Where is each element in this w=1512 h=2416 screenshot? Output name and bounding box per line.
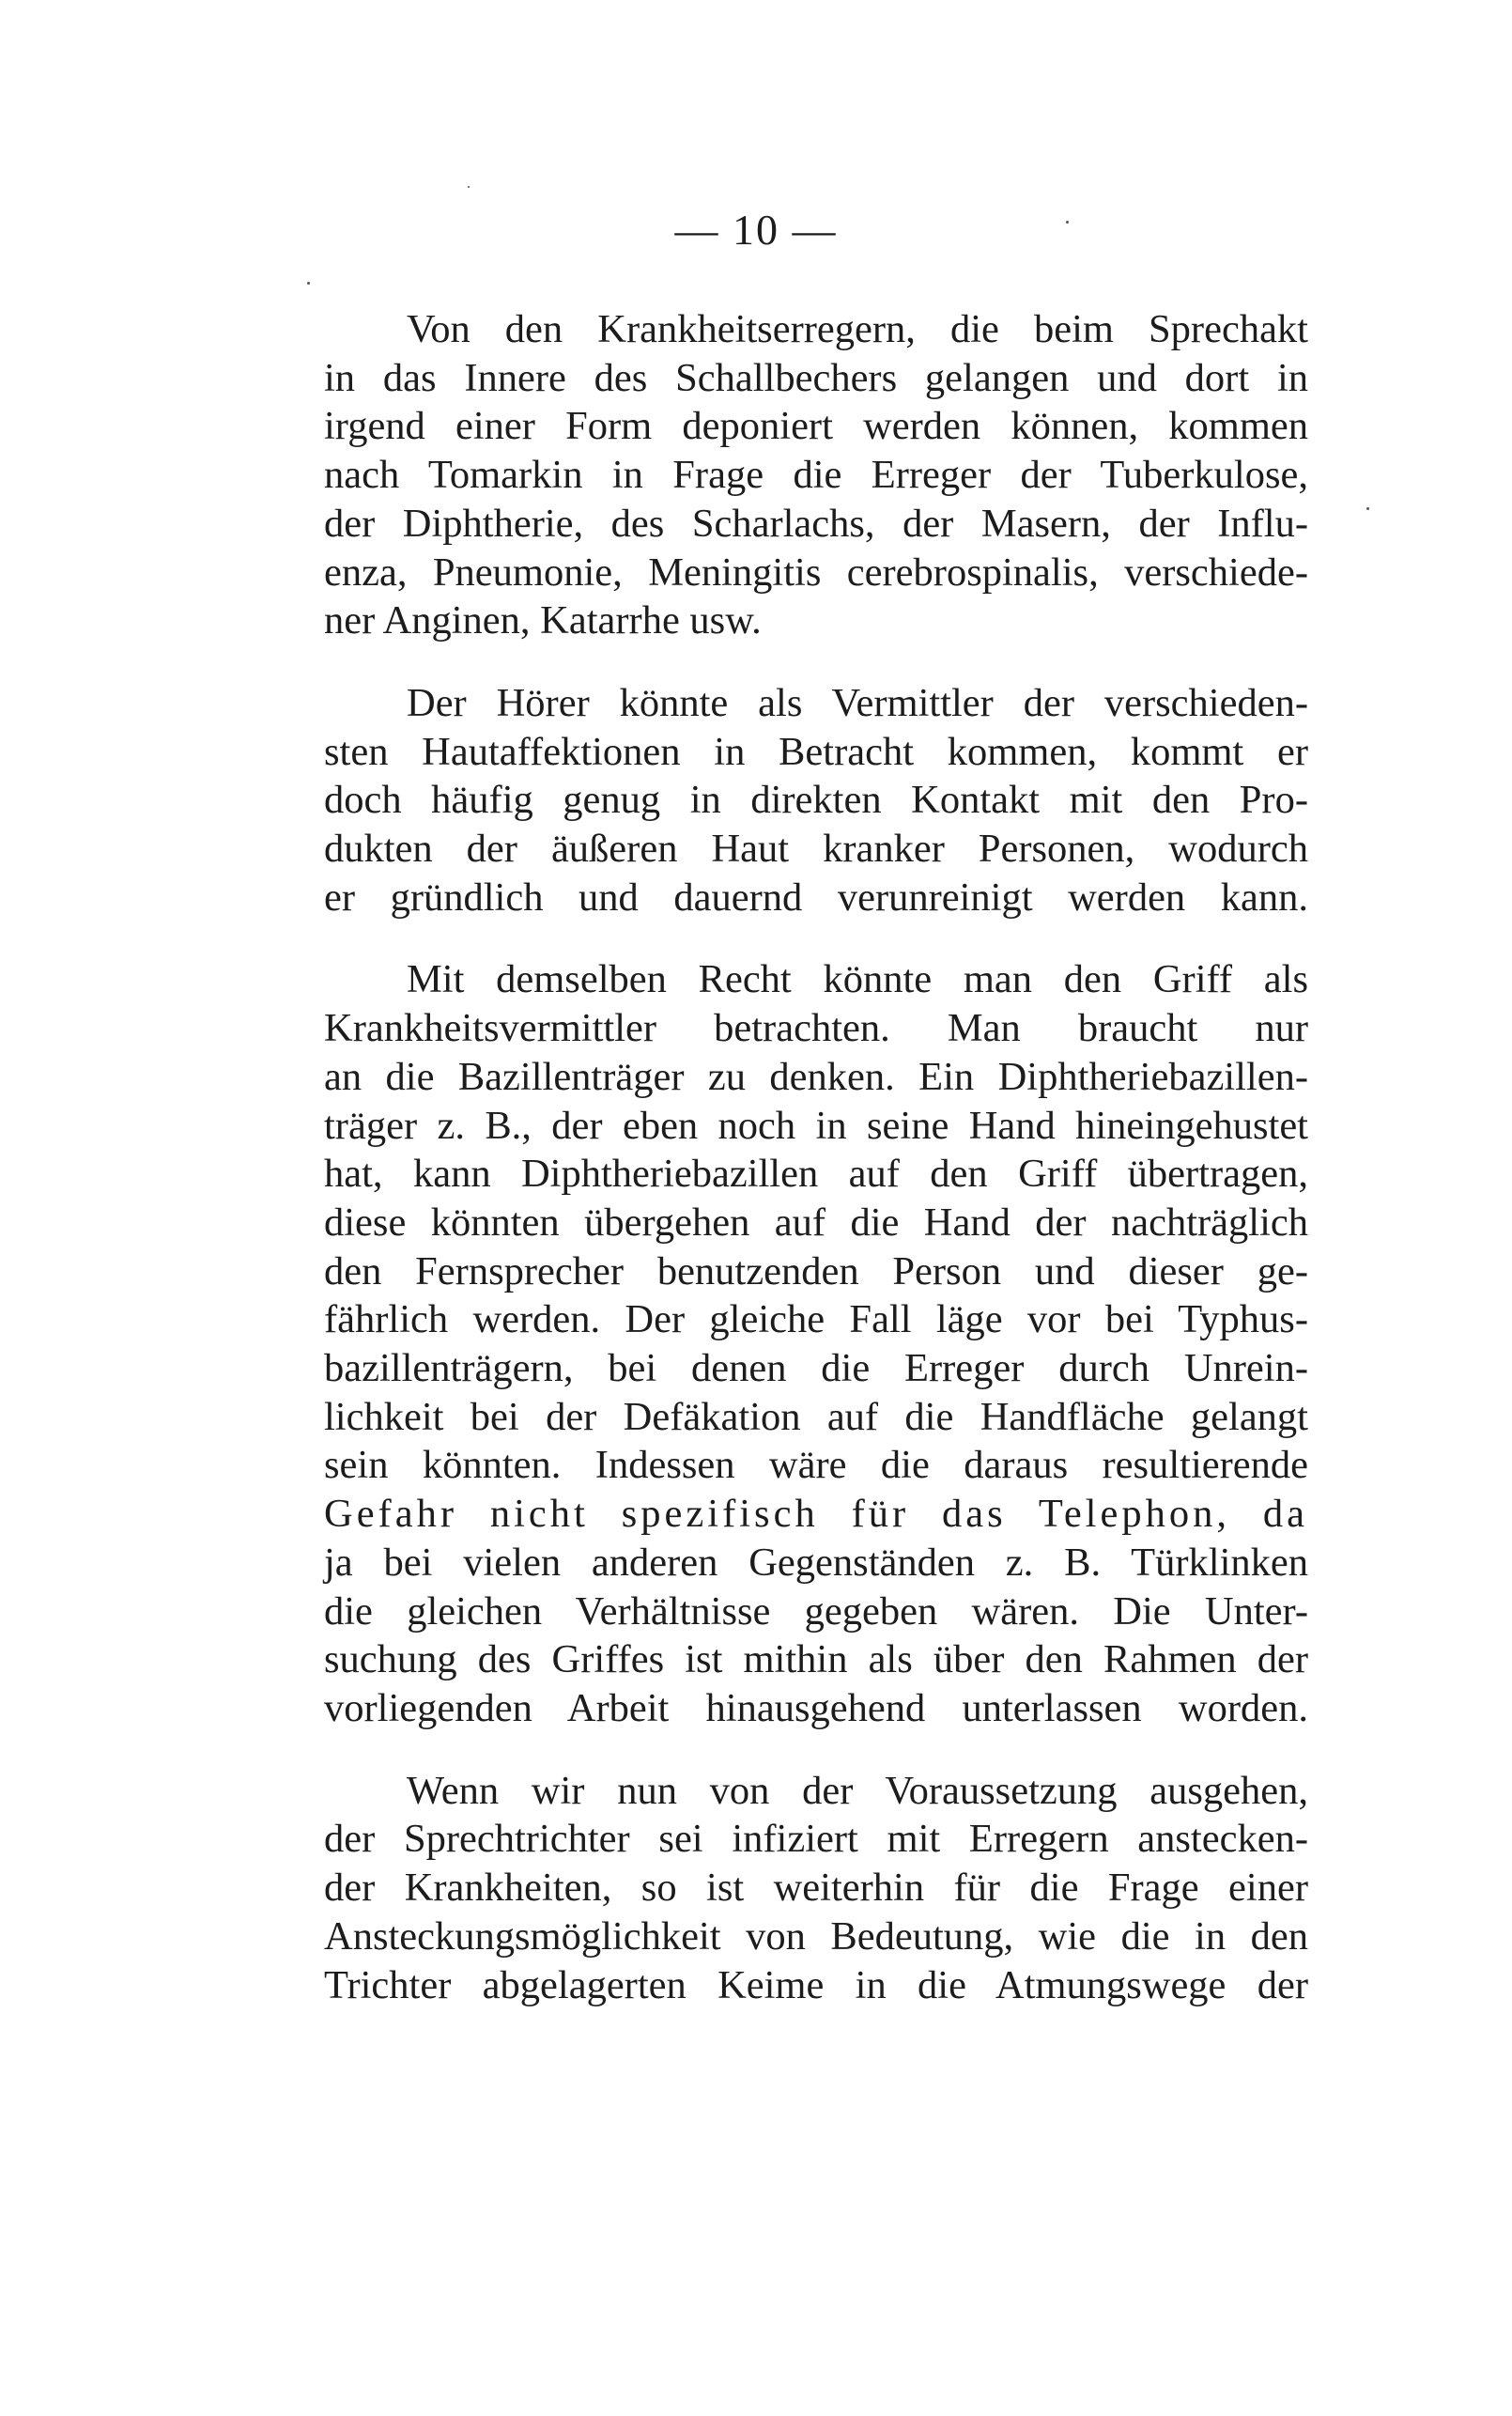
text-line: Wenn wir nun von der Voraussetzung ausgehen, bbox=[407, 1768, 1308, 1813]
text-line: vorliegenden Arbeit hinausgehend unterlassen worden. bbox=[324, 1685, 1308, 1730]
text-line: suchung des Griffes ist mithin als über den Rahmen der bbox=[324, 1637, 1308, 1682]
text-line: den Fernsprecher benutzenden Person und dieser ge- bbox=[324, 1248, 1308, 1293]
text-line: ja bei vielen anderen Gegenständen z. B. Türklinken bbox=[324, 1540, 1308, 1585]
text-line: Gefahr nicht spezifisch für das Telephon, da bbox=[324, 1492, 1308, 1537]
text-line: in das Innere des Schallbechers gelangen und dort in bbox=[324, 355, 1308, 400]
text-line: bazillenträgern, bei denen die Erreger durch Unrein- bbox=[324, 1346, 1308, 1391]
text-line: nach Tomarkin in Frage die Erreger der Tuberkulose, bbox=[324, 453, 1308, 498]
text-line: Der Hörer könnte als Vermittler der verschieden- bbox=[407, 680, 1308, 725]
text-line: fährlich werden. Der gleiche Fall läge vor bei Typhus- bbox=[324, 1297, 1308, 1342]
paragraph-receiver bbox=[324, 679, 1308, 922]
text-line: an die Bazillenträger zu denken. Ein Diphtheriebazillen- bbox=[324, 1054, 1308, 1099]
text-line: ner Anginen, Katarrhe usw. bbox=[324, 598, 762, 643]
text-line: doch häufig genug in direkten Kontakt mit den Pro- bbox=[324, 778, 1308, 823]
text-line: die gleichen Verhältnisse gegeben wären. Die Unter- bbox=[324, 1588, 1308, 1634]
text-line: irgend einer Form deponiert werden können, kommen bbox=[324, 404, 1308, 449]
text-line: Mit demselben Recht könnte man den Griff als bbox=[407, 957, 1308, 1002]
text-line: der Krankheiten, so ist weiterhin für die Frage einer bbox=[324, 1866, 1308, 1911]
text-line: er gründlich und dauernd verunreinigt werden kann. bbox=[324, 875, 1308, 920]
scan-speck bbox=[307, 282, 310, 285]
text-line: Krankheitsvermittler betrachten. Man braucht nur bbox=[324, 1006, 1308, 1051]
text-line: hat, kann Diphtheriebazillen auf den Griff übertragen, bbox=[324, 1152, 1308, 1197]
text-line: Ansteckungsmöglichkeit von Bedeutung, wie die in den bbox=[324, 1913, 1308, 1959]
paragraph-pathogens bbox=[324, 305, 1308, 645]
text-line: sten Hautaffektionen in Betracht kommen, kommt er bbox=[324, 729, 1308, 774]
text-line: diese könnten übergehen auf die Hand der nachträglich bbox=[324, 1200, 1308, 1245]
scan-speck bbox=[1366, 507, 1369, 510]
text-line: enza, Pneumonie, Meningitis cerebrospinalis, verschiede- bbox=[324, 550, 1308, 595]
paragraph-infection bbox=[324, 1767, 1308, 2010]
text-line: Von den Krankheitserregern, die beim Sprechakt bbox=[407, 307, 1308, 351]
paragraph-handle bbox=[324, 955, 1308, 1732]
body-text bbox=[324, 305, 1308, 2009]
text-line: dukten der äußeren Haut kranker Personen, wodurch bbox=[324, 827, 1308, 872]
text-line: sein könnten. Indessen wäre die daraus resultierende bbox=[324, 1443, 1308, 1488]
text-line: Trichter abgelagerten Keime in die Atmungswege der bbox=[324, 1962, 1308, 2007]
text-line: der Sprechtrichter sei infiziert mit Erregern anstecken- bbox=[324, 1817, 1308, 1862]
scan-speck bbox=[468, 186, 470, 188]
text-line: lichkeit bei der Defäkation auf die Handfläche gelangt bbox=[324, 1394, 1308, 1439]
scan-speck bbox=[1066, 221, 1069, 224]
page-number: — 10 — bbox=[674, 206, 838, 254]
text-line: träger z. B., der eben noch in seine Hand hineingehustet bbox=[324, 1103, 1308, 1148]
text-line: der Diphtherie, des Scharlachs, der Masern, der Influ- bbox=[324, 501, 1308, 546]
